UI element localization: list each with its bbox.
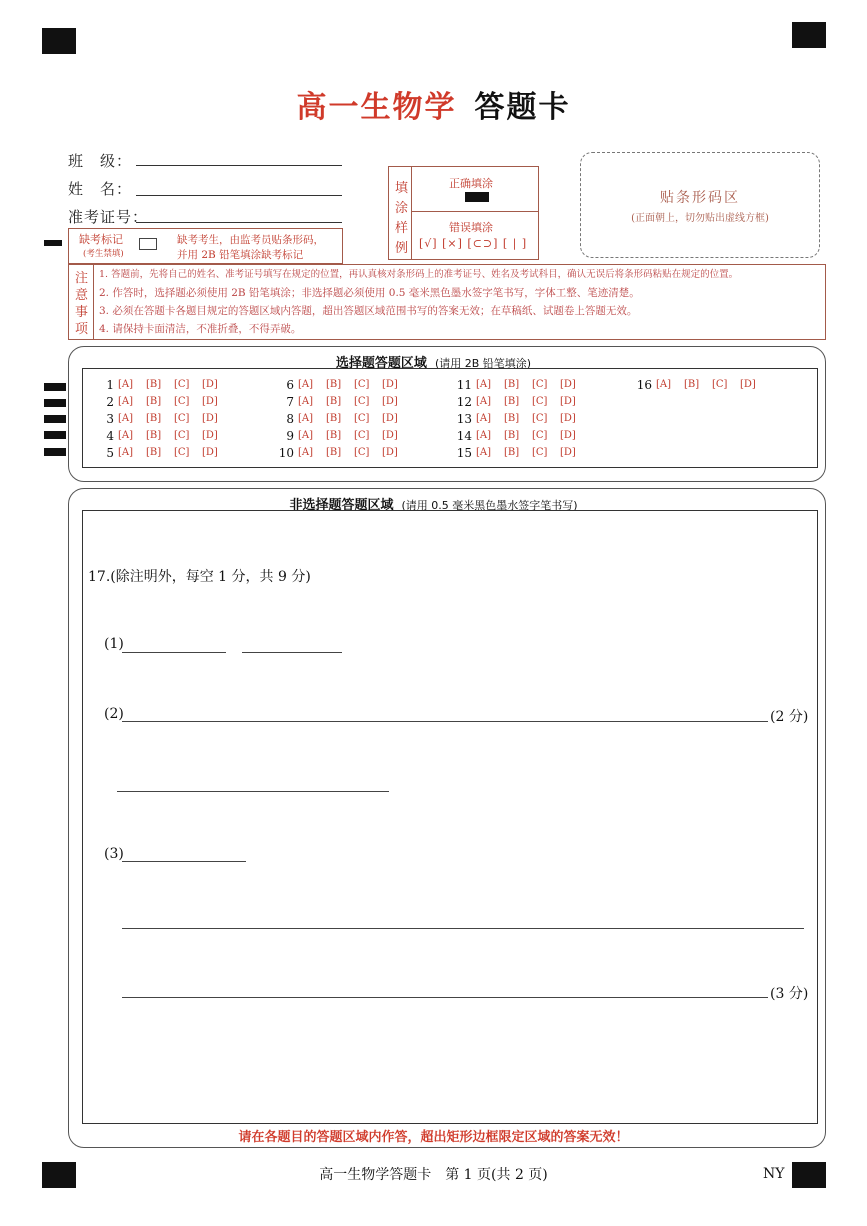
option-bubble[interactable]: [A] <box>476 413 492 424</box>
option-bubble[interactable]: [B] <box>504 379 520 390</box>
option-bubble[interactable]: [C] <box>532 413 548 424</box>
fill-sample-box <box>388 166 539 260</box>
option-bubble[interactable]: [A] <box>476 379 492 390</box>
absent-note-line2: 并用 2B 铅笔填涂缺考标记 <box>177 249 304 261</box>
question-number: 9 <box>286 429 294 443</box>
notice-label-2: 意 <box>75 288 89 303</box>
wrong-fill-label: 错误填涂 <box>449 221 493 234</box>
notice-item-1: 1. 答题前，先将自己的姓名、准考证号填写在规定的位置，再认真核对条形码上的准考证号、姓名及考试科目，确认无误后将条形码粘贴在规定的位置。 <box>99 269 739 280</box>
correct-fill-label: 正确填涂 <box>449 177 493 190</box>
option-bubble[interactable]: [B] <box>326 396 342 407</box>
page-title <box>0 82 867 126</box>
option-bubble[interactable]: [A] <box>118 379 134 390</box>
registration-mark-top-right <box>792 22 826 48</box>
question-number: 6 <box>286 378 294 392</box>
part-2-blank-2[interactable] <box>117 791 389 792</box>
option-bubble[interactable]: [D] <box>382 447 398 458</box>
option-bubble[interactable]: [B] <box>504 413 520 424</box>
option-bubble[interactable]: [B] <box>146 379 162 390</box>
barcode-subtitle: (正面朝上，切勿贴出虚线方框) <box>631 213 769 224</box>
exam-id-input[interactable] <box>136 222 342 223</box>
part-2-label: (2) <box>104 706 124 722</box>
notice-item-4: 4. 请保持卡面清洁，不准折叠，不得弄破。 <box>99 323 302 335</box>
option-bubble[interactable]: [A] <box>118 447 134 458</box>
wrong-fill-examples: [√] [×] [⊂⊃] [ | ] <box>419 237 528 250</box>
timing-mark <box>44 448 66 456</box>
name-input[interactable] <box>136 195 342 196</box>
timing-mark <box>44 240 62 246</box>
absent-mark-box <box>68 228 343 264</box>
timing-mark <box>44 383 66 391</box>
option-bubble[interactable]: [D] <box>202 379 218 390</box>
option-bubble[interactable]: [C] <box>532 396 548 407</box>
absent-note-line1: 缺考考生，由监考员贴条形码， <box>177 234 324 246</box>
barcode-area <box>580 152 820 258</box>
question-number: 11 <box>456 378 472 392</box>
part-3-blank-2[interactable] <box>122 928 804 929</box>
option-bubble[interactable]: [B] <box>326 413 342 424</box>
option-bubble[interactable]: [D] <box>382 430 398 441</box>
timing-mark <box>44 415 66 423</box>
timing-mark <box>44 399 66 407</box>
notice-label-4: 项 <box>75 322 89 337</box>
option-bubble[interactable]: [C] <box>532 447 548 458</box>
option-bubble[interactable]: [D] <box>560 413 576 424</box>
option-bubble[interactable]: [B] <box>326 447 342 458</box>
option-bubble[interactable]: [C] <box>532 430 548 441</box>
option-bubble[interactable]: [D] <box>382 379 398 390</box>
option-bubble[interactable]: [C] <box>174 413 190 424</box>
question-number: 4 <box>106 429 114 443</box>
question-number: 10 <box>278 446 294 460</box>
option-bubble[interactable]: [B] <box>684 379 700 390</box>
free-note: (请用 0.5 毫米黑色墨水签字笔书写) <box>401 499 578 512</box>
mc-note: (请用 2B 铅笔填涂) <box>434 357 532 370</box>
option-bubble[interactable]: [C] <box>174 430 190 441</box>
option-bubble[interactable]: [C] <box>174 379 190 390</box>
option-bubble[interactable]: [A] <box>476 430 492 441</box>
boundary-warning: 请在各题目的答题区域内作答，超出矩形边框限定区域的答案无效！ <box>238 1130 629 1145</box>
option-bubble[interactable]: [C] <box>174 396 190 407</box>
option-bubble[interactable]: [D] <box>560 396 576 407</box>
fill-sample-label-1: 填 <box>395 181 409 196</box>
option-bubble[interactable]: [D] <box>202 413 218 424</box>
part-3-blank-3[interactable] <box>122 997 768 998</box>
part-3-label: (3) <box>104 846 124 862</box>
option-bubble[interactable]: [D] <box>560 379 576 390</box>
option-bubble[interactable]: [A] <box>298 379 314 390</box>
class-input[interactable] <box>136 165 342 166</box>
option-bubble[interactable]: [A] <box>476 396 492 407</box>
option-bubble[interactable]: [B] <box>326 379 342 390</box>
part-3-score: (3 分) <box>770 986 809 1002</box>
option-bubble[interactable]: [C] <box>354 430 370 441</box>
correct-fill-sample <box>465 192 489 202</box>
question-number: 5 <box>106 446 114 460</box>
option-bubble[interactable]: [B] <box>504 447 520 458</box>
question-number: 13 <box>456 412 472 426</box>
option-bubble[interactable]: [C] <box>354 379 370 390</box>
option-bubble[interactable]: [A] <box>298 447 314 458</box>
option-bubble[interactable]: [A] <box>298 413 314 424</box>
question-number: 8 <box>286 412 294 426</box>
absent-checkbox[interactable] <box>139 238 157 250</box>
option-bubble[interactable]: [B] <box>146 396 162 407</box>
part-1-label: (1) <box>104 636 124 652</box>
class-label: 班 级： <box>68 152 133 170</box>
absent-sublabel: (考生禁填) <box>83 249 124 259</box>
notice-item-3: 3. 必须在答题卡各题目规定的答题区域内答题，超出答题区域范围书写的答案无效；在草稿纸、试题卷上答题无效。 <box>99 305 638 317</box>
option-bubble[interactable]: [B] <box>146 413 162 424</box>
option-bubble[interactable]: [D] <box>560 430 576 441</box>
option-bubble[interactable]: [B] <box>504 396 520 407</box>
registration-mark-top-left <box>42 28 76 54</box>
option-bubble[interactable]: [D] <box>382 396 398 407</box>
option-bubble[interactable]: [D] <box>382 413 398 424</box>
option-bubble[interactable]: [A] <box>118 396 134 407</box>
question-number: 12 <box>456 395 472 409</box>
option-bubble[interactable]: [B] <box>326 430 342 441</box>
question-number: 1 <box>106 378 114 392</box>
free-answer-box <box>82 510 818 1124</box>
part-2-score: (2 分) <box>770 709 809 725</box>
part-2-blank-1[interactable] <box>122 721 768 722</box>
option-bubble[interactable]: [A] <box>656 379 672 390</box>
option-bubble[interactable]: [C] <box>354 447 370 458</box>
page-footer: 高一生物学答题卡 第 1 页(共 2 页) <box>319 1167 548 1183</box>
notice-box <box>68 264 826 340</box>
notice-label-3: 事 <box>75 305 89 320</box>
notice-label-1: 注 <box>75 271 89 286</box>
question-number: 14 <box>456 429 472 443</box>
question-number: 16 <box>636 378 652 392</box>
option-bubble[interactable]: [C] <box>712 379 728 390</box>
question-number: 15 <box>456 446 472 460</box>
question-number: 2 <box>106 395 114 409</box>
question-number: 3 <box>106 412 114 426</box>
option-bubble[interactable]: [B] <box>146 430 162 441</box>
title-card: 答题卡 <box>474 90 571 125</box>
option-bubble[interactable]: [A] <box>118 430 134 441</box>
question-number: 7 <box>286 395 294 409</box>
fill-sample-label-4: 例 <box>395 241 409 256</box>
option-bubble[interactable]: [C] <box>532 379 548 390</box>
barcode-title: 贴条形码区 <box>660 190 740 206</box>
mc-title: 选择题答题区域 <box>335 356 427 371</box>
free-title: 非选择题答题区域 <box>289 498 394 513</box>
name-label: 姓 名： <box>68 180 133 198</box>
exam-id-label: 准考证号： <box>68 208 149 226</box>
option-bubble[interactable]: [D] <box>202 430 218 441</box>
option-bubble[interactable]: [D] <box>202 447 218 458</box>
notice-item-2: 2. 作答时，选择题必须使用 2B 铅笔填涂；非选择题必须使用 0.5 毫米黑色墨水签字笔书写，字体工整、笔迹清楚。 <box>99 287 640 299</box>
option-bubble[interactable]: [C] <box>174 447 190 458</box>
option-bubble[interactable]: [A] <box>118 413 134 424</box>
option-bubble[interactable]: [A] <box>298 396 314 407</box>
option-bubble[interactable]: [D] <box>560 447 576 458</box>
title-subject: 高一生物学 <box>296 90 457 125</box>
question-17-header: 17.(除注明外，每空 1 分，共 9 分) <box>88 569 311 585</box>
option-bubble[interactable]: [B] <box>146 447 162 458</box>
option-bubble[interactable]: [A] <box>476 447 492 458</box>
part-1-blank-1[interactable] <box>122 652 226 653</box>
part-3-blank-1[interactable] <box>122 861 246 862</box>
option-bubble[interactable]: [B] <box>504 430 520 441</box>
option-bubble[interactable]: [D] <box>202 396 218 407</box>
absent-label: 缺考标记 <box>79 233 123 246</box>
part-1-blank-2[interactable] <box>242 652 342 653</box>
paper-code: NY <box>763 1166 785 1182</box>
fill-sample-label-3: 样 <box>395 221 409 236</box>
option-bubble[interactable]: [C] <box>354 413 370 424</box>
option-bubble[interactable]: [A] <box>298 430 314 441</box>
timing-mark <box>44 431 66 439</box>
option-bubble[interactable]: [D] <box>740 379 756 390</box>
fill-sample-label-2: 涂 <box>395 201 409 216</box>
option-bubble[interactable]: [C] <box>354 396 370 407</box>
